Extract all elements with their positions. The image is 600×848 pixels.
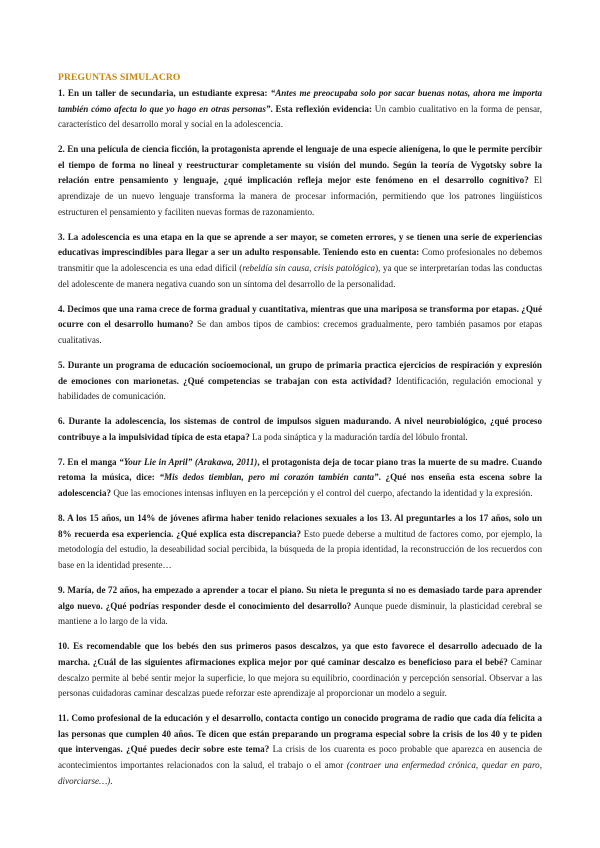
question-6 — [58, 414, 542, 445]
answer-8: Esto puede deberse a multitud de factores como, por ejemplo, la metodología del estudio, la deseabilidad social percibida, la búsqueda de la propia identidad, la reconstrucción de los recuerdos con base en la identidad presente… — [58, 528, 542, 570]
question-6-text: 6. Durante la adolescencia, los sistemas de control de impulsos siguen madurando. A nivel neurobiológico, ¿qué proceso contribuye a la impulsividad típica de esta etapa? — [58, 416, 542, 442]
question-2 — [58, 142, 542, 220]
question-7-text: 7. En el manga “Your Lie in April” (Arakawa, 2011), el protagonista deja de tocar piano tras la muerte de su madre. Cuando retoma la música, dice: “Mis dedos tiemblan, pero mi corazón también canta”. ¿Qué nos enseña esta escena sobre la adolescencia? — [58, 456, 543, 499]
question-5-text: 5. Durante un programa de educación socioemocional, un grupo de primaria practica ejercicios de respiración y expresión de emociones con marionetas. ¿Qué competencias se trabajan con esta actividad? — [58, 359, 542, 386]
question-4 — [58, 302, 542, 349]
answer-7: Que las emociones intensas influyen en la percepción y el control del cuerpo, afectando la identidad y la expresión. — [111, 488, 533, 499]
question-9 — [58, 583, 542, 630]
question-10 — [58, 639, 542, 701]
question-1 — [58, 86, 542, 133]
answer-9: Aunque puede disminuir, la plasticidad cerebral se mantiene a lo largo de la vida. — [58, 600, 542, 627]
question-1-text: 1. En un taller de secundaria, un estudiante expresa: “Antes me preocupaba solo por sacar buenas notas, ahora me importa también cómo afecta lo que yo hago en otras personas”. Esta reflexión evidencia: — [58, 88, 542, 114]
question-7 — [58, 455, 542, 502]
question-10-text: 10. Es recomendable que los bebés den sus primeros pasos descalzos, ya que esto favorece el desarrollo adecuado de la marcha. ¿Cuál de las siguientes afirmaciones explica mejor por qué caminar descalzo es beneficioso para el bebé? — [58, 641, 542, 667]
question-9-text: 9. María, de 72 años, ha empezado a aprender a tocar el piano. Su nieta le pregunta si no es demasiado tarde para aprender algo nuevo. ¿Qué podrías responder desde el conocimiento del desarrollo? — [58, 585, 542, 611]
answer-1: Un cambio cualitativo en la forma de pensar, característico del desarrollo moral y social en la adolescencia. — [58, 103, 542, 130]
question-4-text: 4. Decimos que una rama crece de forma gradual y cuantitativa, mientras que una mariposa se transforma por etapas. ¿Qué ocurre con el desarrollo humano? — [58, 303, 542, 330]
answer-6: La poda sináptica y la maduración tardía del lóbulo frontal. — [249, 431, 468, 442]
question-3-text: 3. La adolescencia es una etapa en la que se aprende a ser mayor, se cometen errores, y se tienen una serie de experiencias educativas imprescindibles para llegar a ser un adulto responsable. Teniendo esto en cuenta: — [58, 231, 542, 258]
answer-11: La crisis de los cuarenta es poco probable que aparezca en ausencia de acontecimientos importantes relacionados con la salud, el trabajo o el amor (contraer una enfermedad crónica, quedar en paro, divorciarse…). — [58, 744, 543, 786]
question-2-text: 2. En una película de ciencia ficción, la protagonista aprende el lenguaje de una especie alienígena, lo que le permite percibir el tiempo de forma no lineal y reestructurar completamente su visión del mundo. Según la teoría de Vygotsky sobre la relación entre pensamiento y lenguaje, ¿qué implicación refleja mejor este fenómeno en el desarrollo cognitivo? — [58, 144, 542, 186]
question-8 — [58, 511, 542, 573]
page-heading: PREGUNTAS SIMULACRO — [58, 72, 181, 83]
answer-2: El aprendizaje de un nuevo lenguaje transforma la manera de procesar información, permitiendo que los patrones lingüísticos estructuren el pensamiento y faciliten nuevas formas de razonamiento. — [58, 175, 542, 217]
question-11 — [58, 711, 542, 789]
question-5 — [58, 358, 542, 405]
question-11-text: 11. Como profesional de la educación y el desarrollo, contacta contigo un conocido programa de radio que cada día felicita a las personas que cumplen 40 años. Te dicen que están preparando un programa especial sobre la crisis de los 40 y te piden que intervengas. ¿Qué puedes decir sobre este tema? — [58, 713, 542, 755]
answer-10: Caminar descalzo permite al bebé sentir mejor la superficie, lo que mejora su equilibrio, coordinación y percepción sensorial. Observar a las personas cuidadoras caminar descalzas puede reforzar este aprendizaje al proporcionar un modelo a seguir. — [58, 656, 543, 699]
answer-3: Como profesionales no debemos transmitir que la adolescencia es una edad difícil (rebeldía sin causa, crisis patológica), ya que se interpretarían todas las conductas del adolescente de manera negativa cuando son un síntoma del desarrollo de la personalidad. — [58, 247, 543, 289]
answer-4: Se dan ambos tipos de cambios: crecemos gradualmente, pero también pasamos por etapas cualitativas. — [58, 319, 542, 345]
question-8-text: 8. A los 15 años, un 14% de jóvenes afirma haber tenido relaciones sexuales a los 13. Al preguntarles a los 17 años, solo un 8% recuerda esa experiencia. ¿Qué explica esta discrepancia? — [58, 513, 542, 539]
question-3 — [58, 230, 542, 292]
answer-5: Identificación, regulación emocional y habilidades de comunicación. — [58, 375, 542, 402]
